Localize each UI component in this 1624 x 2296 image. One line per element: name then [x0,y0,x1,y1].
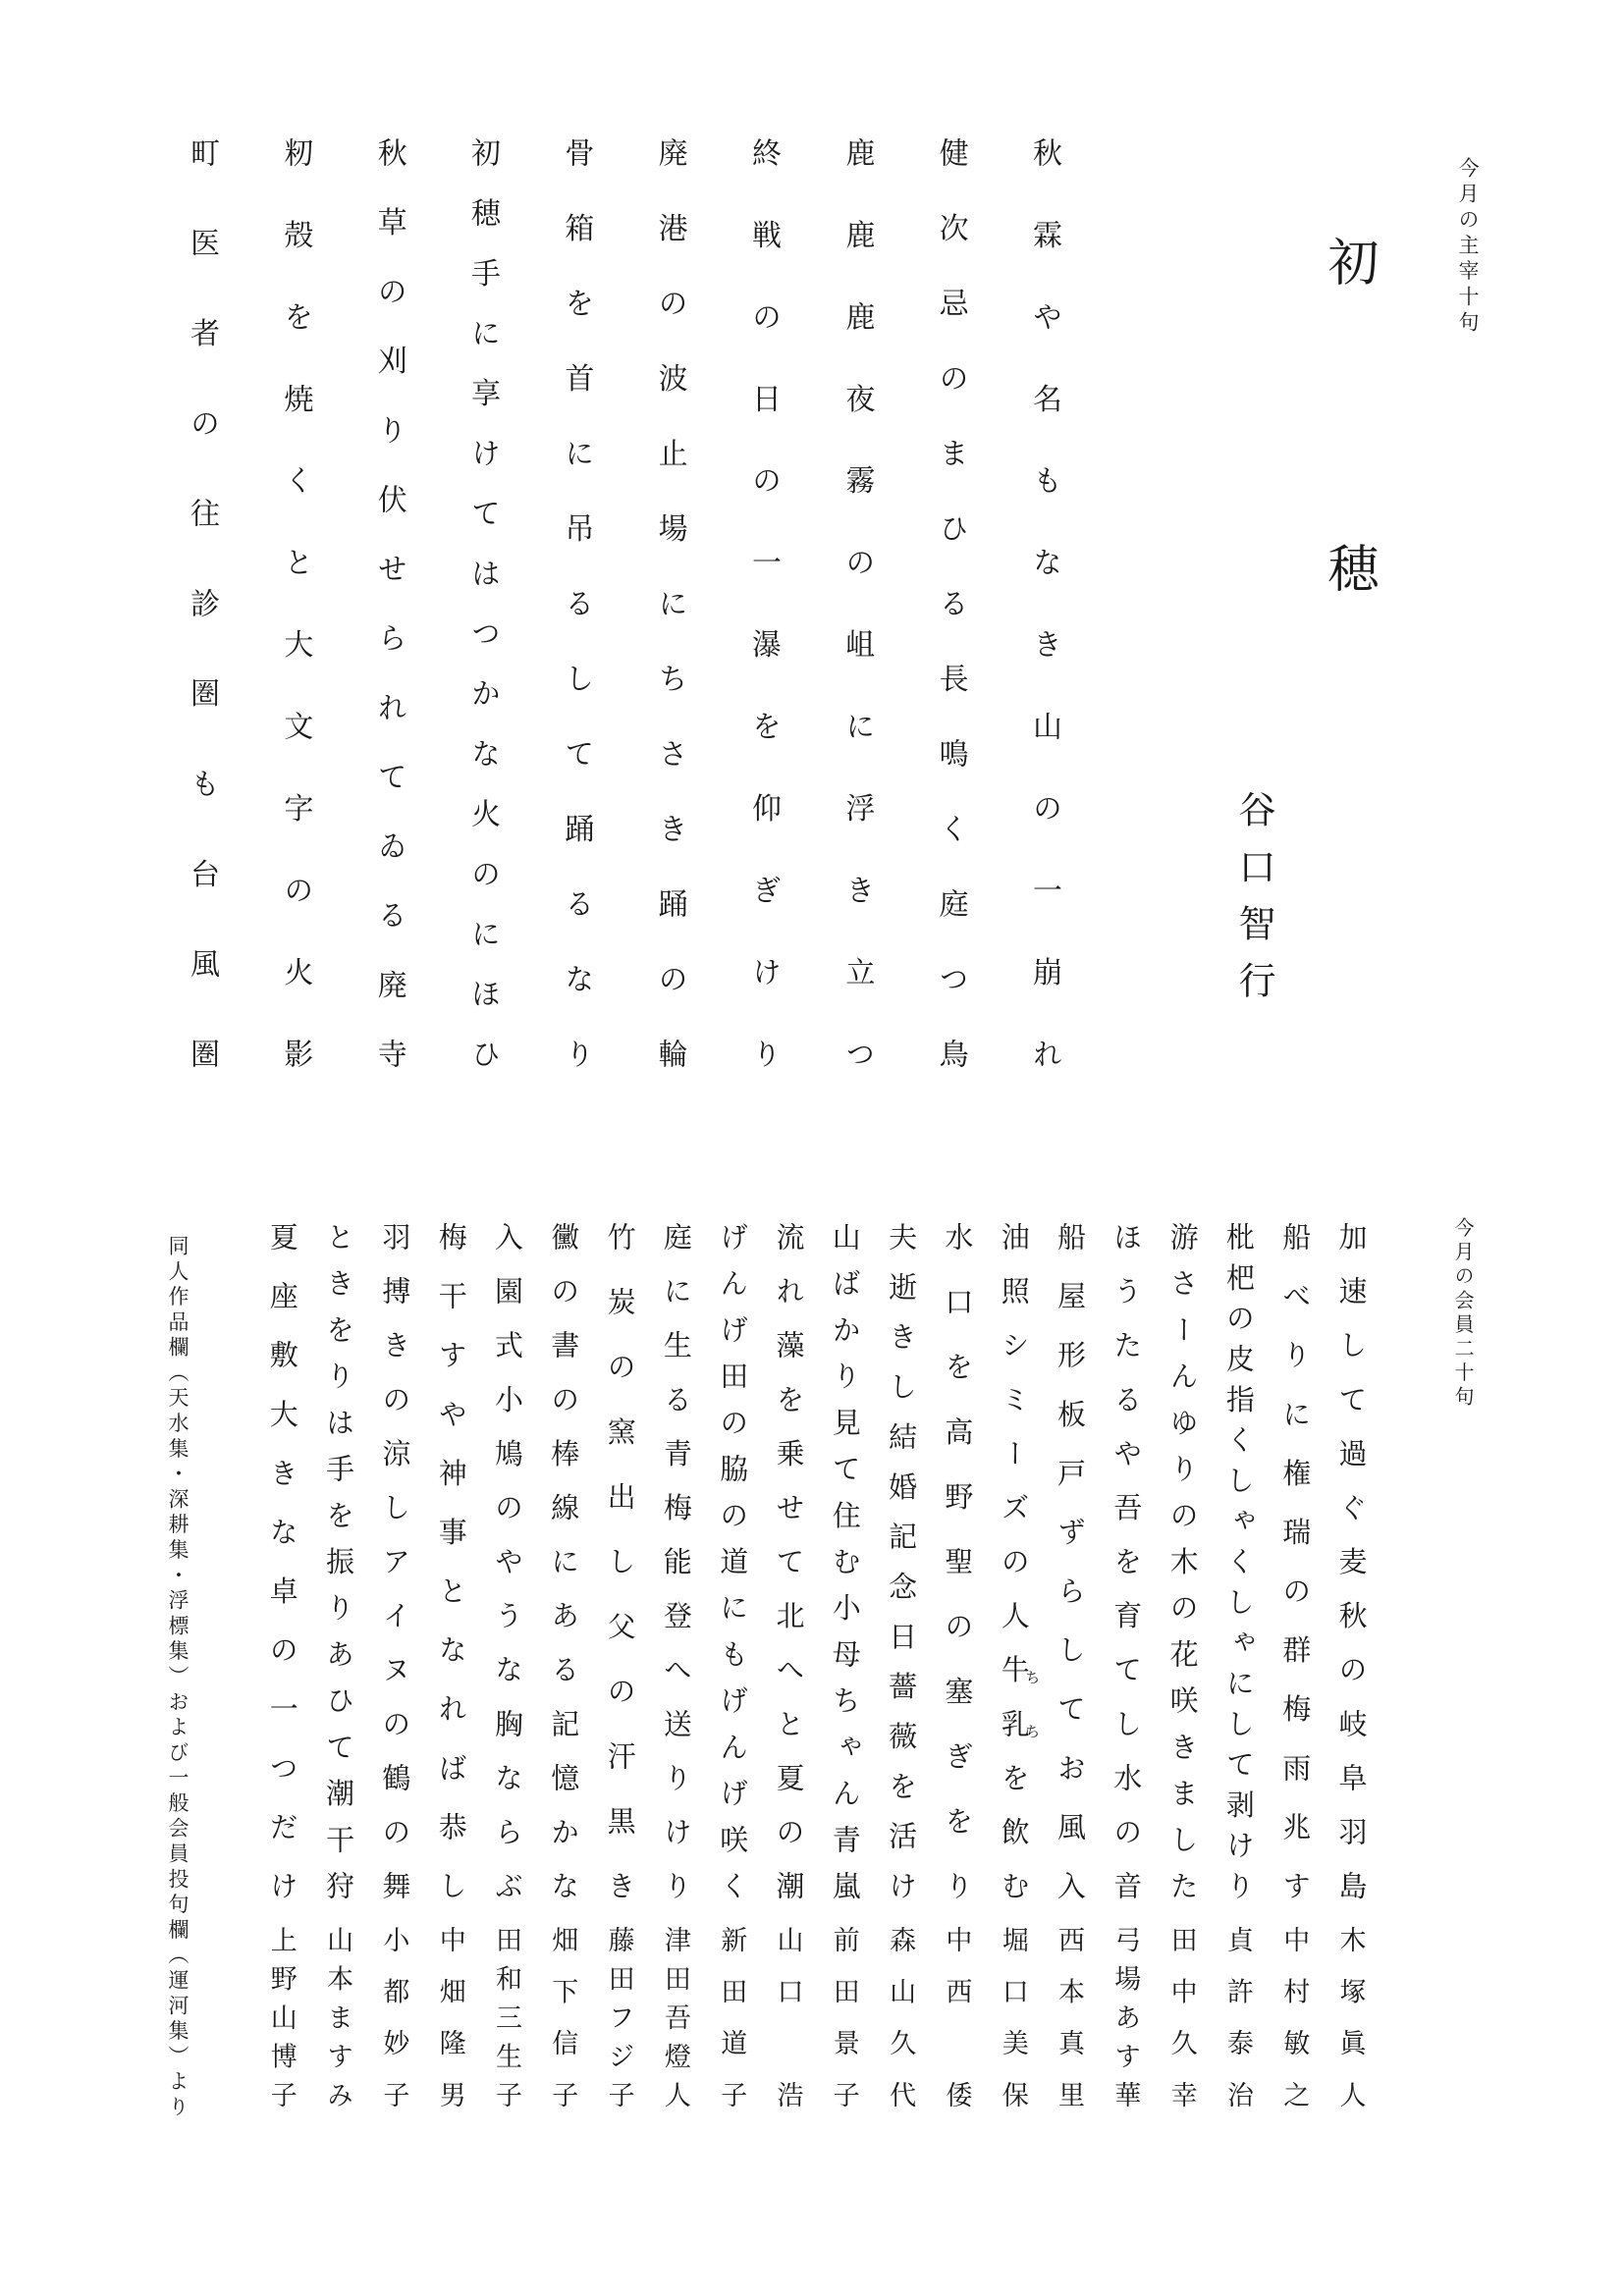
master-haiku-column: 鹿鹿鹿夜霧の岨に浮き立つ [840,137,874,1068]
master-section-header: 今月の主宰十句 [1456,157,1480,332]
master-haiku-column: 町医者の往診圏も台風圏 [186,137,219,1068]
member-author-name: 新田道子 [717,1926,747,2108]
member-author-name: 山口 浩 [773,1926,803,2108]
member-author-name: 中村敏之 [1279,1926,1310,2108]
member-haiku-column: 船屋形板戸ずらしてお風入 [1054,1222,1085,1899]
furigana-kana: ち [1025,1670,1041,1686]
master-haiku-column: 籾殻を焼くと大文字の火影 [279,137,312,1068]
master-haiku-column: 健次忌のまひる長鳴く庭つ鳥 [934,137,967,1068]
member-haiku-column: 黴の書の棒線にある記憶かな [547,1222,579,1899]
member-haiku-column: ときをりは手を振りあひて潮干狩 [322,1222,354,1899]
master-author-name: 谷口智行 [1232,790,1273,998]
master-section-title: 初穂 [1320,236,1376,593]
master-haiku-column: 終戦の日の一瀑を仰ぎけり [747,137,780,1068]
member-haiku-column: 山ばかり見て住む小母ちゃん青嵐 [828,1222,860,1899]
master-haiku-column: 秋草の刈り伏せられてゐる廃寺 [372,137,406,1068]
member-haiku-column: 夫逝きし結婚記念日薔薇を活け [885,1222,917,1899]
member-author-name: 木塚眞人 [1335,1926,1366,2108]
member-author-name: 小都妙子 [379,1926,409,2108]
member-author-name: 西本真里 [1055,1926,1084,2108]
master-haiku-column: 骨箱を首に吊るして踊るなり [560,137,593,1068]
member-haiku-column: 水口を高野聖の塞ぎをり [941,1222,973,1899]
member-haiku-column: ほうたるや吾を育てし水の音 [1110,1222,1142,1899]
master-haiku-column: 初穂手に享けてはつかな火のにほひ [466,137,500,1068]
member-haiku-column: 船べりに権瑞の群梅雨兆す [1278,1222,1311,1899]
member-author-name: 中畑隆男 [435,1926,465,2108]
member-author-name: 田和三生子 [492,1926,521,2108]
member-author-name: 中西 倭 [942,1926,972,2108]
member-haiku-column: 庭に生る青梅能登へ送りけり [659,1222,691,1899]
member-author-name: 藤田フジ子 [604,1926,634,2108]
members-section-header: 今月の会員二十句 [1451,1217,1473,1406]
member-author-name: 上野山博子 [266,1926,297,2108]
member-author-name: 堀口美保 [998,1926,1028,2108]
member-haiku-column: 游さーんゆりの木の花咲きました [1165,1222,1198,1899]
member-haiku-column: 梅干すや神事となれば恭し [434,1222,466,1899]
member-author-name: 貞許泰治 [1222,1926,1253,2108]
member-haiku-column: 加速して過ぐ麦秋の岐阜羽島 [1334,1222,1367,1899]
member-author-name: 弓場あす華 [1110,1926,1141,2108]
member-author-name: 田中久幸 [1166,1926,1197,2108]
master-haiku-column: 秋霖や名もなき山の一崩れ [1028,137,1060,1068]
member-haiku-column: 竹炭の窯出し父の汗黒き [603,1222,635,1899]
master-haiku-column: 廃港の波止場にちさき踊の輪 [653,137,686,1068]
member-haiku-column: 夏座敷大きな卓の一つだけ [265,1222,298,1899]
member-haiku-column: げんげ田の脇の道にもげんげ咲く [716,1222,748,1899]
member-haiku-column: 入園式小鳩のやうな胸ならぶ [491,1222,522,1899]
member-author-name: 山本ますみ [323,1926,353,2108]
source-footnote: 同人作品欄（天水集・深耕集・浮標集）および一般会員投句欄（運河集）より [166,1235,189,2116]
member-author-name: 畑下信子 [548,1926,578,2108]
member-haiku-column: 枇杷の皮指くしゃくしゃにして剥けり [1221,1222,1254,1899]
member-haiku-column: 羽搏きの涼しアイヌの鶴の舞 [378,1222,410,1899]
member-author-name: 森山久代 [886,1926,916,2108]
member-haiku-column: 油照シミーズの人牛乳を飲む [997,1222,1029,1899]
member-haiku-column: 流れ藻を乗せて北へと夏の潮 [772,1222,804,1899]
member-author-name: 前田景子 [829,1926,859,2108]
furigana-kana: ち [1025,1724,1041,1740]
member-author-name: 津田吾燈人 [660,1926,690,2108]
